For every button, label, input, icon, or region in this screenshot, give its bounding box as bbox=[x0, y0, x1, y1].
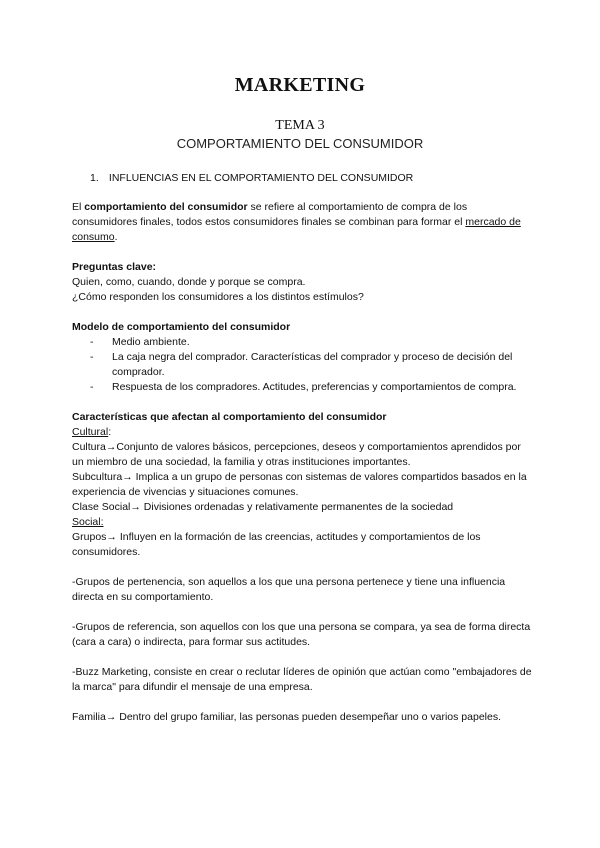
intro-paragraph bbox=[72, 200, 532, 245]
intro-underlined-term: mercado de consumo bbox=[72, 216, 521, 243]
social-item: Familia→ Dentro del grupo familiar, las personas pueden desempeñar uno o varios papeles. bbox=[72, 711, 501, 723]
tema-subtitle: COMPORTAMIENTO DEL CONSUMIDOR bbox=[176, 136, 424, 151]
cultural-item: Subcultura→ Implica a un grupo de personas con sistemas de valores compartidos basados en la experiencia de vivencias y situaciones comunes. bbox=[72, 471, 527, 498]
section-heading bbox=[90, 172, 413, 184]
preguntas-line: Quien, como, cuando, donde y porque se compra. bbox=[72, 276, 306, 288]
tema-heading: TEMA 3 bbox=[275, 118, 325, 133]
modelo-list-item: - La caja negra del comprador. Características del comprador y proceso de decisión del comprador. bbox=[90, 350, 532, 380]
intro-bold-term: comportamiento del consumidor bbox=[84, 201, 248, 213]
social-item: -Grupos de pertenencia, son aquellos a los que una persona pertenece y tiene una influencia directa en su comportamiento. bbox=[72, 576, 506, 603]
modelo-list-item: - Respuesta de los compradores. Actitudes, preferencias y comportamientos de compra. bbox=[90, 380, 532, 395]
caracteristicas-heading: Características que afectan al comportamiento del consumidor bbox=[72, 411, 387, 423]
cultural-label-colon: : bbox=[108, 426, 112, 438]
cultural-label-text: Cultural bbox=[72, 426, 109, 438]
cultural-item: Cultura→Conjunto de valores básicos, percepciones, deseos y comportamientos aprendidos por un miembro de una sociedad, la familia y otras instituciones importantes. bbox=[72, 441, 521, 468]
social-item: Grupos→ Influyen en la formación de las creencias, actitudes y comportamientos de los consumidores. bbox=[72, 531, 481, 558]
intro-pre: El bbox=[72, 201, 85, 213]
preguntas-heading: Preguntas clave: bbox=[72, 261, 157, 273]
social-item: -Grupos de referencia, son aquellos con los que una persona se compara, ya sea de forma directa (cara a cara) o indirecta, para formar sus actitudes. bbox=[72, 621, 531, 648]
cultural-item: Clase Social→ Divisiones ordenadas y relativamente permanentes de la sociedad bbox=[72, 501, 454, 513]
modelo-list bbox=[72, 335, 532, 395]
social-label: Social: bbox=[72, 516, 104, 528]
section-heading-text: INFLUENCIAS EN EL COMPORTAMIENTO DEL CONSUMIDOR bbox=[108, 172, 414, 184]
preguntas-line: ¿Cómo responden los consumidores a los distintos estímulos? bbox=[72, 291, 364, 303]
intro-mid: se refiere al comportamiento de compra de los consumidores finales, todos estos consumidores finales se combinan para formar el bbox=[72, 201, 468, 228]
social-item: -Buzz Marketing, consiste en crear o reclutar líderes de opinión que actúan como "embajadores de la marca" para difundir el mensaje de una empresa. bbox=[72, 666, 532, 693]
intro-post: . bbox=[114, 231, 118, 243]
document-body bbox=[72, 200, 532, 725]
modelo-list-item: - Medio ambiente. bbox=[90, 335, 532, 350]
document-title: MARKETING bbox=[234, 74, 366, 96]
section-number: 1. bbox=[90, 172, 99, 184]
cultural-label bbox=[72, 425, 532, 440]
modelo-heading: Modelo de comportamiento del consumidor bbox=[72, 321, 291, 333]
